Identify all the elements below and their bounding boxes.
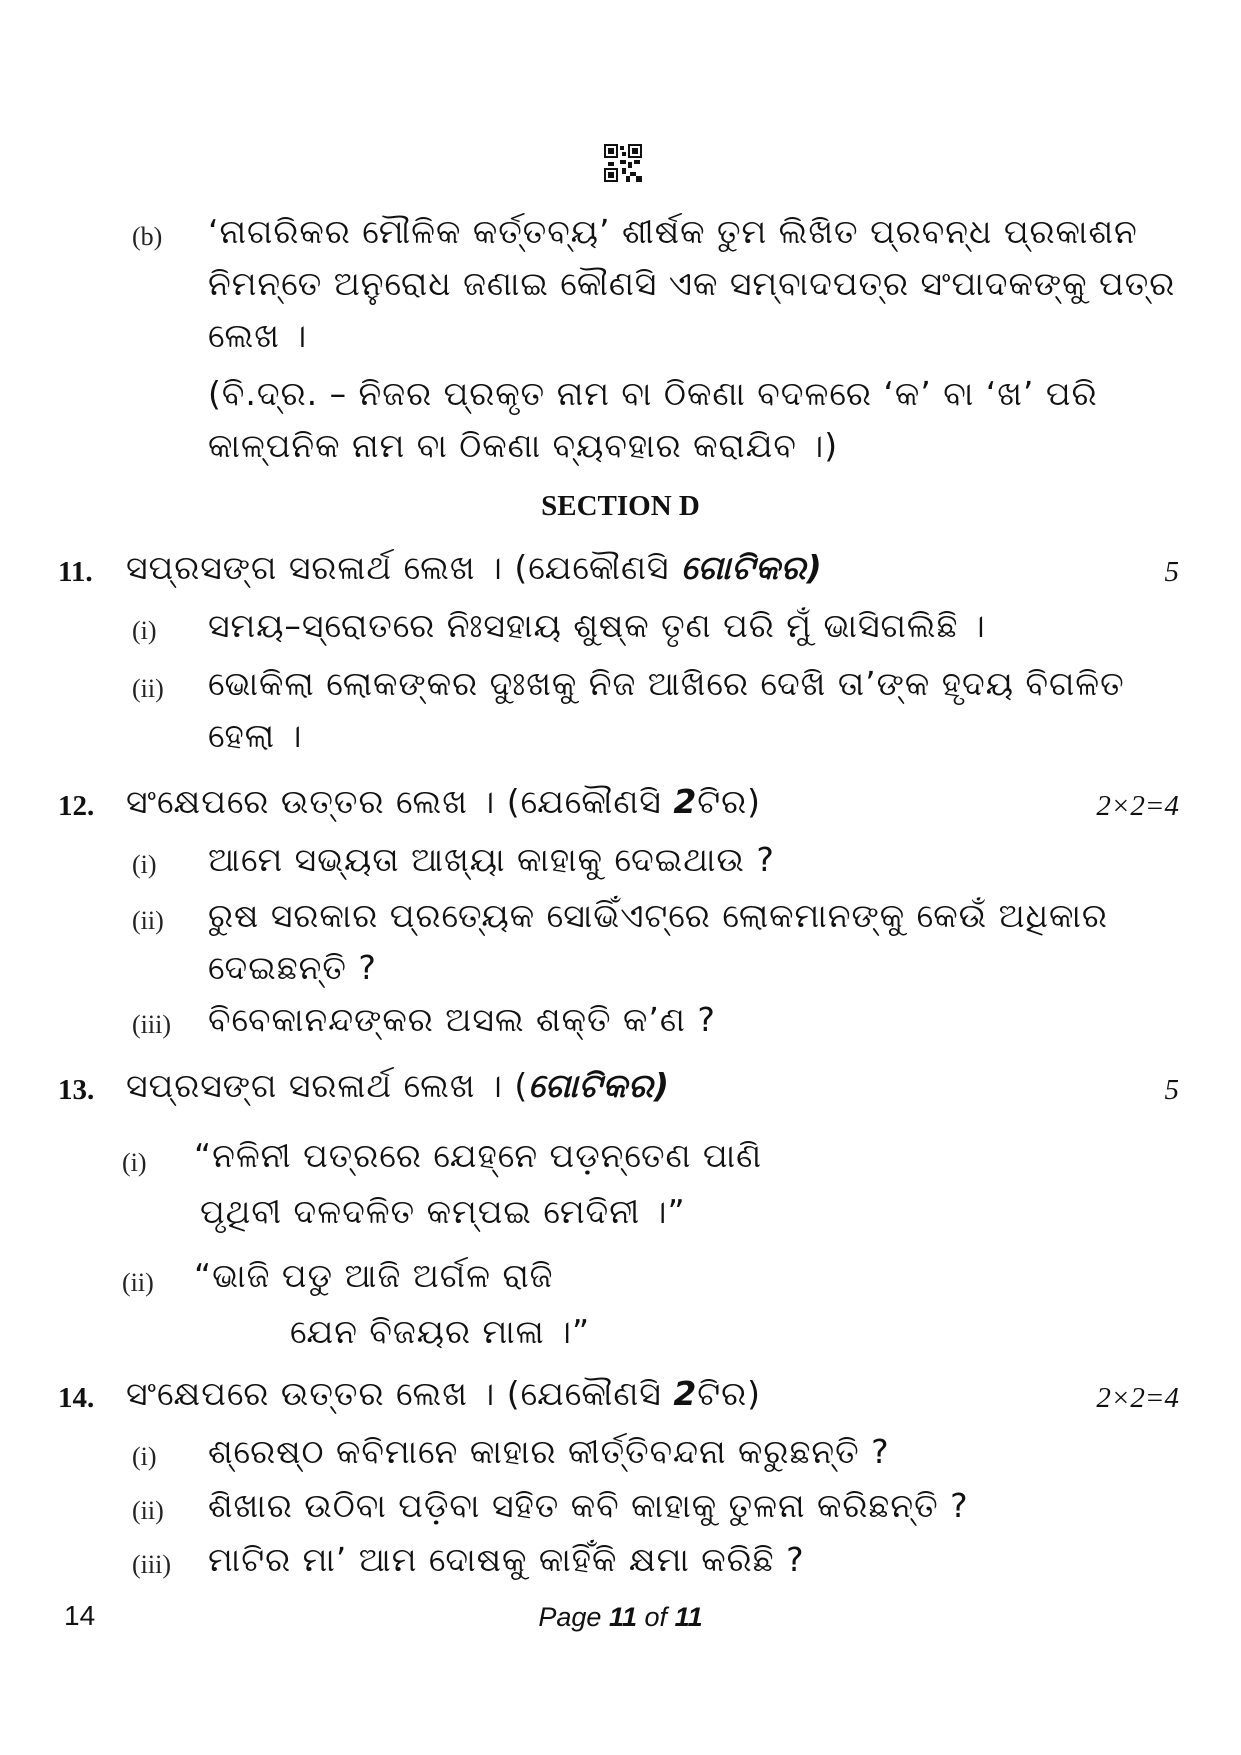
item-text: ଶ୍ରେଷ୍ଠ କବିମାନେ କାହାର କୀର୍ତ୍ତିବନ୍ଦନା କରୁଛନ୍ତି ?: [208, 1432, 890, 1471]
question-number: 13.: [58, 1074, 95, 1106]
question-b-label: (b): [132, 222, 163, 251]
question-b-note: କାଳ୍ପନିକ ନାମ ବା ଠିକଣା ବ୍ୟବହାର କରାଯିବ ।): [208, 426, 839, 465]
item-label: (ii): [132, 674, 164, 703]
item-label: (i): [132, 850, 157, 879]
item-label: (iii): [132, 1010, 171, 1039]
item-text: ଶିଖାର ଉଠିବା ପଡ଼ିବା ସହିତ କବି କାହାକୁ ତୁଳନା କରିଛନ୍ତି ?: [208, 1486, 969, 1525]
question-marks: 2×2=4: [1096, 790, 1179, 822]
item-text: ହେଲା ।: [208, 716, 303, 755]
item-label: (ii): [122, 1268, 154, 1297]
question-text: ସପ୍ରସଙ୍ଗ ସରଳାର୍ଥ ଲେଖ । (ଯେକୌଣସି ଗୋଟିକର): [126, 548, 823, 587]
page-code: 14: [64, 1600, 96, 1631]
qr-code-icon: [604, 144, 642, 182]
page-indicator: Page 11 of 11: [538, 1602, 703, 1632]
item-text: ରୁଷ ସରକାର ପ୍ରତ୍ୟେକ ସୋଭିଁଏଟ୍‌ରେ ଲୋକମାନଙ୍କୁ କେଉଁ ଅଧିକାର: [208, 896, 1108, 935]
verse-line: “ନଳିନୀ ପତ୍ରରେ ଯେହ୍ନେ ପଡ଼ନ୍ତେଣ ପାଣି: [194, 1136, 763, 1175]
question-number: 12.: [58, 790, 95, 822]
question-number: 11.: [58, 556, 93, 588]
question-b-line: ଲେଖ ।: [208, 316, 308, 355]
item-text: ବିବେକାନନ୍ଦଙ୍କର ଅସଲ ଶକ୍ତି କ’ଣ ?: [208, 1000, 716, 1039]
question-b-line: ନିମନ୍ତେ ଅନୁରୋଧ ଜଣାଇ କୌଣସି ଏକ ସମ୍ବାଦପତ୍ର ସଂପାଦକଙ୍କୁ ପତ୍ର: [208, 264, 1176, 303]
item-label: (i): [122, 1148, 147, 1177]
item-text: ସମୟ–ସ୍ରୋତରେ ନିଃସହାୟ ଶୁଷ୍କ ତୃଣ ପରି ମୁଁ ଭାସିଗଲିଛି ।: [208, 606, 986, 645]
verse-line: ପୃଥିବୀ ଦଳଦଳିତ କମ୍ପଇ ମେଦିନୀ ।”: [200, 1192, 686, 1231]
question-b-line: ‘ନାଗରିକର ମୌଳିକ କର୍ତ୍ତବ୍ୟ’ ଶୀର୍ଷକ ତୁମ ଲିଖିତ ପ୍ରବନ୍ଧ ପ୍ରକାଶନ: [208, 212, 1138, 251]
section-title: SECTION D: [541, 490, 700, 522]
item-text: ମାଟିର ମା’ ଆମ ଦୋଷକୁ କାହିଁକି କ୍ଷମା କରିଛି ?: [208, 1540, 805, 1579]
question-text: ସପ୍ରସଙ୍ଗ ସରଳାର୍ଥ ଲେଖ । (ଗୋଟିକର): [126, 1066, 671, 1105]
item-label: (ii): [132, 1496, 164, 1525]
item-label: (iii): [132, 1550, 171, 1579]
verse-line: ଯେନ ବିଜୟର ମାଳା ।”: [290, 1312, 591, 1351]
item-text: ଦେଇଛନ୍ତି ?: [208, 948, 377, 987]
question-b-note: (ବି.ଦ୍ର. – ନିଜର ପ୍ରକୃତ ନାମ ବା ଠିକଣା ବଦଳରେ ‘କ’ ବା ‘ଖ’ ପରି: [208, 374, 1098, 413]
item-label: (i): [132, 1442, 157, 1471]
question-marks: 5: [1164, 556, 1179, 588]
question-text: ସଂକ୍ଷେପରେ ଉତ୍ତର ଲେଖ । (ଯେକୌଣସି 2ଟିର): [126, 1374, 762, 1413]
item-label: (i): [132, 616, 157, 645]
item-text: ଆମେ ସଭ୍ୟତା ଆଖ୍ୟା କାହାକୁ ଦେଇଥାଉ ?: [208, 840, 775, 879]
item-label: (ii): [132, 906, 164, 935]
item-text: ଭୋକିଲା ଲୋକଙ୍କର ଦୁଃଖକୁ ନିଜ ଆଖିରେ ଦେଖି ତା’ଙ୍କ ହୃଦୟ ବିଗଳିତ: [208, 664, 1125, 703]
question-text: ସଂକ୍ଷେପରେ ଉତ୍ତର ଲେଖ । (ଯେକୌଣସି 2ଟିର): [126, 782, 762, 821]
verse-line: “ଭାଜି ପଡୁ ଆଜି ଅର୍ଗଳ ରାଜି: [194, 1256, 554, 1295]
question-number: 14.: [58, 1382, 95, 1414]
question-marks: 2×2=4: [1096, 1382, 1179, 1414]
question-marks: 5: [1164, 1074, 1179, 1106]
